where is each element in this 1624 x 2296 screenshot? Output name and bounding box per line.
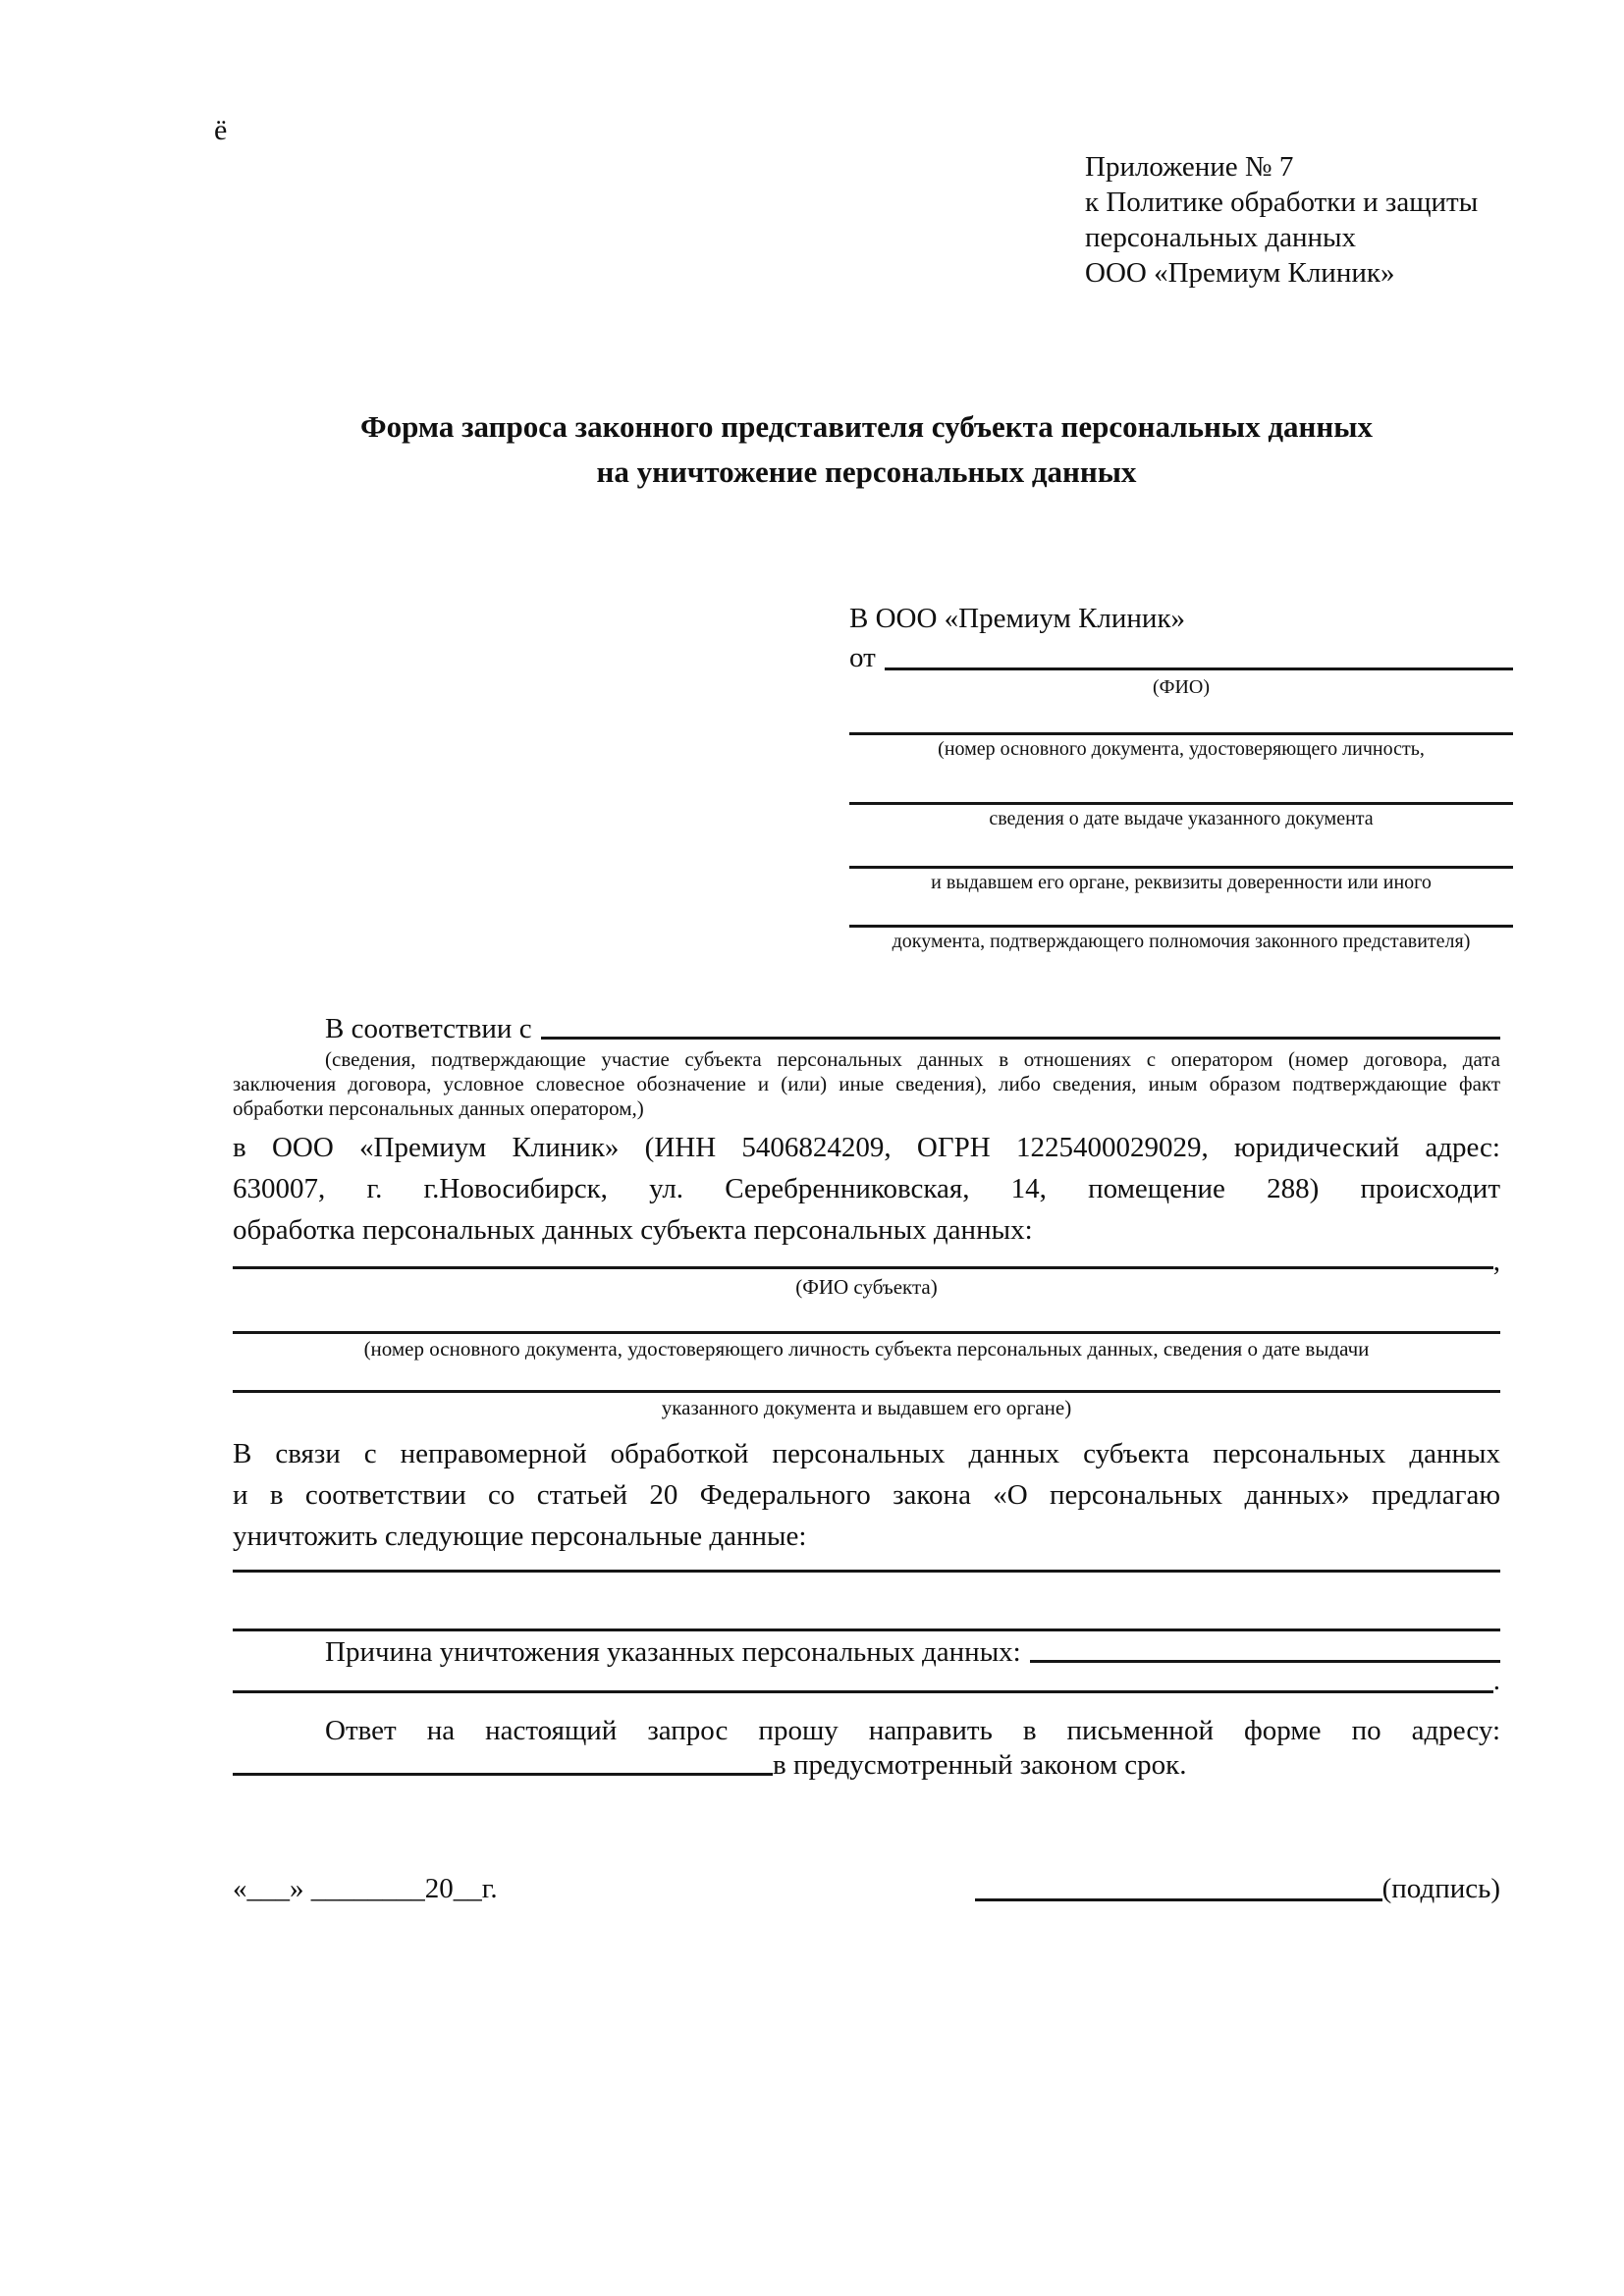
- accordance-label: В соответствии с: [325, 1013, 532, 1044]
- reply-paragraph: Ответ на настоящий запрос прошу направить в письменной форме по адресу:: [325, 1715, 1500, 1746]
- field-caption: (ФИО): [1152, 676, 1210, 698]
- field-caption: сведения о дате выдаче указанного документа: [989, 808, 1374, 829]
- address-input-line: [233, 1751, 773, 1776]
- appendix-line: персональных данных: [1085, 222, 1357, 253]
- field-caption: (номер основного документа, удостоверяющего личность,: [938, 738, 1425, 760]
- accordance-caption: [233, 1047, 1500, 1121]
- signature-field: [975, 1873, 1500, 1904]
- reply-tail-text: в предусмотренный законом срок.: [773, 1749, 1187, 1781]
- accordance-caption-line: (сведения, подтверждающие участие субъекта персональных данных в отношениях с оператором (номер договора, дата: [325, 1047, 1500, 1071]
- operator-paragraph-line: обработка персональных данных субъекта персональных данных:: [233, 1214, 1033, 1246]
- appendix-line: к Политике обработки и защиты: [1085, 187, 1479, 218]
- field-caption: (номер основного документа, удостоверяющего личность субъекта персональных данных, сведения о дате выдачи: [363, 1337, 1370, 1361]
- form-title-line: на уничтожение персональных данных: [596, 454, 1137, 489]
- subject-fio-line: [233, 1246, 1500, 1277]
- field-caption: указанного документа и выдавшем его органе): [661, 1396, 1072, 1419]
- fio-input-line: [885, 642, 1513, 670]
- blank-line: [849, 760, 1513, 805]
- blank-line: [233, 1557, 1500, 1573]
- signature-line: [975, 1898, 1382, 1901]
- reason-row: [233, 1636, 1500, 1668]
- operator-paragraph-line: в ООО «Премиум Клиник» (ИНН 5406824209, ОГРН 1225400029029, юридический адрес:: [233, 1132, 1500, 1163]
- blank-line: [849, 893, 1513, 928]
- field-caption: документа, подтверждающего полномочия законного представителя): [892, 931, 1471, 952]
- blank-line: [233, 1573, 1500, 1631]
- trailing-comma: ,: [1492, 1246, 1500, 1277]
- destruction-request-paragraph: [233, 1433, 1500, 1557]
- accordance-input-line: [541, 1015, 1500, 1040]
- addressee-org: В ООО «Премиум Клиник»: [849, 603, 1186, 634]
- field-caption: и выдавшем его органе, реквизиты доверенности или иного: [931, 872, 1432, 893]
- reason-input-line: [1030, 1639, 1500, 1663]
- appendix-line: ООО «Премиум Клиник»: [1085, 257, 1395, 289]
- reason-continuation-input-line: [233, 1666, 1493, 1693]
- blank-line: [849, 829, 1513, 869]
- reason-label: Причина уничтожения указанных персональных данных:: [325, 1636, 1021, 1668]
- signature-row: [233, 1873, 1500, 1904]
- form-title: [233, 404, 1500, 495]
- from-row: [849, 642, 1513, 673]
- blank-line: [849, 698, 1513, 735]
- appendix-line: Приложение № 7: [1085, 151, 1294, 183]
- date-field: «___» ________20__г.: [233, 1873, 498, 1904]
- stray-mark: ё: [214, 114, 228, 146]
- appendix-header: [1085, 149, 1478, 291]
- from-label: от: [849, 642, 876, 673]
- sentence-period: .: [1492, 1665, 1500, 1696]
- form-title-line: Форма запроса законного представителя субъекта персональных данных: [360, 409, 1373, 444]
- destruction-request-line: В связи с неправомерной обработкой персональных данных субъекта персональных данных: [233, 1438, 1500, 1469]
- blank-line: [233, 1299, 1500, 1334]
- subject-fio-input-line: [233, 1251, 1493, 1269]
- operator-paragraph: [233, 1127, 1500, 1251]
- blank-line: [233, 1361, 1500, 1393]
- signature-caption: (подпись): [1381, 1873, 1500, 1904]
- field-caption: (ФИО субъекта): [795, 1275, 938, 1299]
- accordance-row: [233, 1015, 1500, 1042]
- destruction-request-line: уничтожить следующие персональные данные:: [233, 1521, 807, 1552]
- accordance-caption-line: обработки персональных данных оператором,): [233, 1096, 644, 1120]
- reason-continuation-line: [233, 1666, 1500, 1696]
- operator-paragraph-line: 630007, г. г.Новосибирск, ул. Серебренниковская, 14, помещение 288) происходит: [233, 1173, 1500, 1204]
- destruction-request-line: и в соответствии со статьей 20 Федерального закона «О персональных данных» предлагаю: [233, 1479, 1500, 1511]
- addressee-block: [849, 603, 1513, 952]
- reply-tail-row: [233, 1751, 1500, 1779]
- accordance-caption-line: заключения договора, условное словесное обозначение и (или) иные сведения), либо сведения, иным образом подтверждающие факт: [233, 1072, 1500, 1095]
